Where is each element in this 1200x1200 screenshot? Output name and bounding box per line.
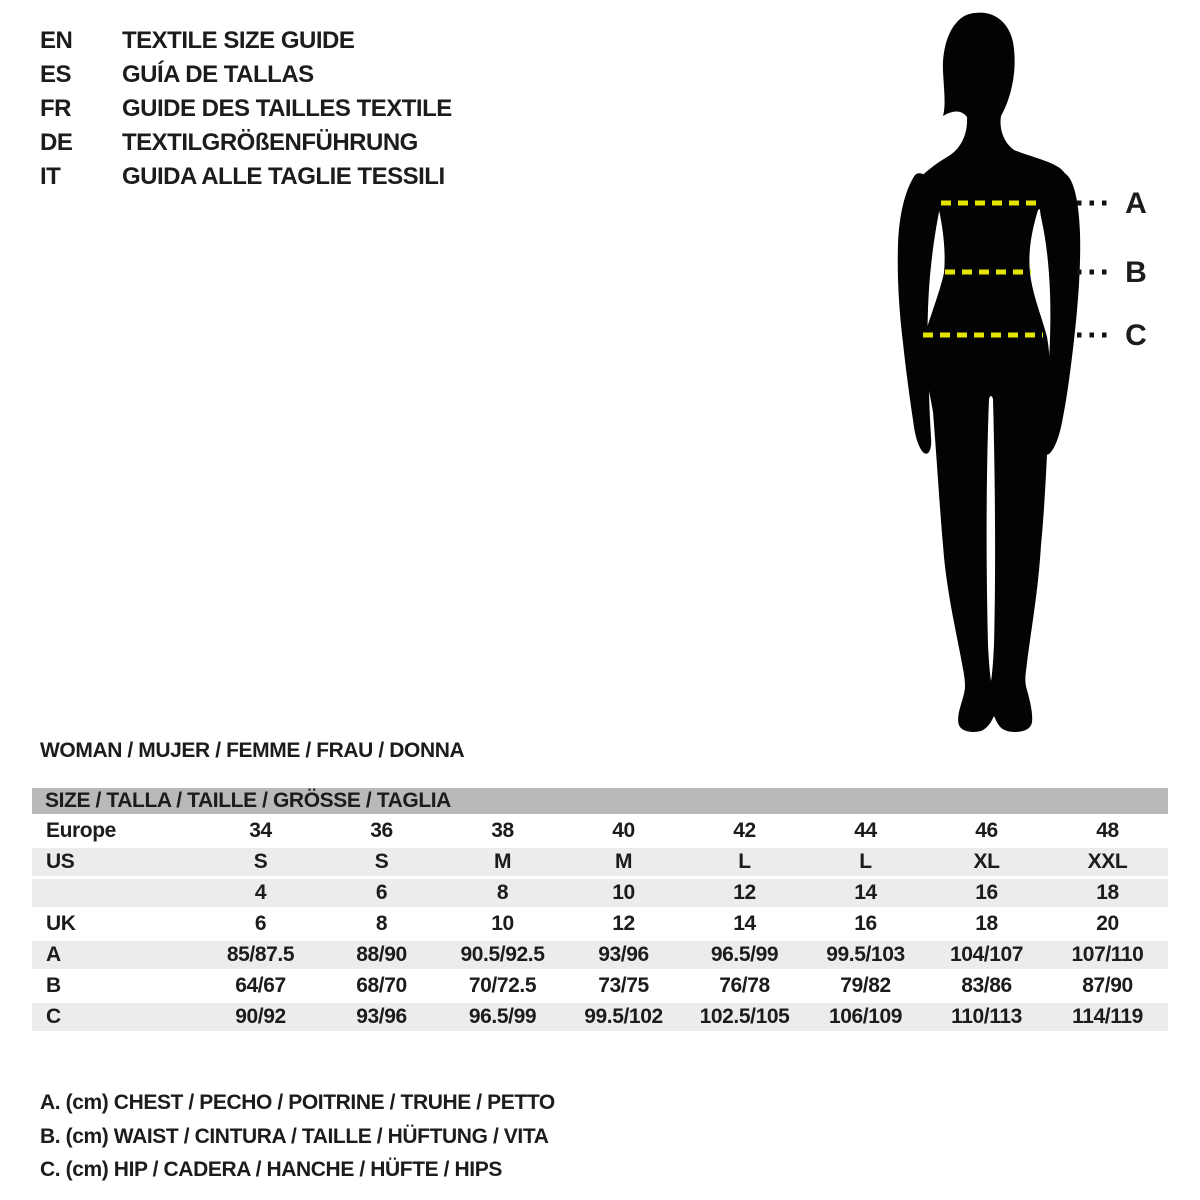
measurement-legend xyxy=(40,1086,555,1187)
marker-label-c: C xyxy=(1125,319,1147,352)
size-table-header: SIZE / TALLA / TAILLE / GRÖSSE / TAGLIA xyxy=(32,788,1168,814)
row-label xyxy=(32,879,200,907)
table-cell: M xyxy=(614,850,633,873)
table-cell: 90/92 xyxy=(235,1005,286,1028)
language-code: DE xyxy=(40,129,73,156)
language-row xyxy=(40,24,452,58)
table-cell: 16 xyxy=(975,881,998,904)
table-row xyxy=(32,848,1168,876)
table-cell: 99.5/102 xyxy=(584,1005,663,1028)
table-cell: 99.5/103 xyxy=(826,943,905,966)
table-row xyxy=(32,1003,1168,1031)
language-title: GUIDA ALLE TAGLIE TESSILI xyxy=(122,163,445,190)
table-cell: S xyxy=(374,850,389,873)
table-cell: 40 xyxy=(612,819,635,842)
table-cell: 48 xyxy=(1096,819,1119,842)
language-code: EN xyxy=(40,27,73,54)
language-title: TEXTILE SIZE GUIDE xyxy=(122,27,355,54)
table-row xyxy=(32,879,1168,907)
table-cell: S xyxy=(253,850,268,873)
table-cell: 8 xyxy=(496,881,509,904)
row-label: Europe xyxy=(46,819,116,842)
table-cell: 104/107 xyxy=(949,943,1024,966)
table-cell: 20 xyxy=(1096,912,1119,935)
table-cell: XXL xyxy=(1087,850,1128,873)
language-code: FR xyxy=(40,95,71,122)
marker-label-a: A xyxy=(1125,187,1147,220)
table-cell: 110/113 xyxy=(951,1005,1022,1028)
table-cell: 70/72.5 xyxy=(468,974,537,997)
table-cell: 36 xyxy=(370,819,393,842)
table-cell: 14 xyxy=(854,881,877,904)
woman-silhouette xyxy=(853,5,1153,740)
language-row xyxy=(40,126,452,160)
table-cell: L xyxy=(738,850,751,873)
table-cell: 85/87.5 xyxy=(226,943,295,966)
table-cell: 10 xyxy=(491,912,514,935)
table-cell: L xyxy=(859,850,872,873)
table-cell: 90.5/92.5 xyxy=(460,943,545,966)
table-cell: 96.5/99 xyxy=(468,1005,537,1028)
table-cell: 38 xyxy=(491,819,514,842)
size-table xyxy=(32,788,1168,1034)
table-cell: 6 xyxy=(375,881,388,904)
table-cell: 42 xyxy=(733,819,756,842)
legend-line: C. (cm) HIP / CADERA / HANCHE / HÜFTE / HIPS xyxy=(40,1158,502,1182)
table-cell: 87/90 xyxy=(1082,974,1133,997)
row-label: UK xyxy=(46,912,76,935)
table-cell: M xyxy=(493,850,512,873)
silhouette-right-arm xyxy=(1040,173,1080,455)
table-cell: 68/70 xyxy=(356,974,407,997)
table-row xyxy=(32,817,1168,845)
table-cell: 107/110 xyxy=(1071,943,1144,966)
row-label: US xyxy=(46,850,75,873)
table-row xyxy=(32,910,1168,938)
legend-line: A. (cm) CHEST / PECHO / POITRINE / TRUHE / PETTO xyxy=(40,1091,555,1114)
table-cell: 93/96 xyxy=(598,943,649,966)
language-title-block xyxy=(40,24,452,194)
language-title: TEXTILGRÖßENFÜHRUNG xyxy=(122,129,418,156)
table-cell: XL xyxy=(973,850,1000,873)
row-label: C xyxy=(46,1005,61,1028)
table-cell: 6 xyxy=(254,912,267,935)
table-cell: 93/96 xyxy=(356,1005,407,1028)
table-cell: 18 xyxy=(1096,881,1119,904)
table-cell: 12 xyxy=(612,912,635,935)
legend-line: B. (cm) WAIST / CINTURA / TAILLE / HÜFTUNG / VITA xyxy=(40,1124,549,1148)
table-cell: 18 xyxy=(975,912,998,935)
leg-gap xyxy=(987,396,995,681)
table-cell: 88/90 xyxy=(356,943,407,966)
row-label: A xyxy=(46,943,61,966)
table-cell: 10 xyxy=(612,881,635,904)
table-cell: 8 xyxy=(375,912,388,935)
language-title: GUÍA DE TALLAS xyxy=(122,61,314,88)
table-cell: 102.5/105 xyxy=(699,1005,790,1028)
marker-label-b: B xyxy=(1125,256,1147,289)
table-cell: 4 xyxy=(254,881,267,904)
language-row xyxy=(40,160,452,194)
table-cell: 16 xyxy=(854,912,877,935)
table-cell: 83/86 xyxy=(961,974,1012,997)
table-cell: 79/82 xyxy=(840,974,891,997)
table-cell: 76/78 xyxy=(719,974,770,997)
language-code: ES xyxy=(40,61,72,88)
table-cell: 114/119 xyxy=(1072,1005,1143,1028)
table-cell: 34 xyxy=(249,819,272,842)
table-cell: 73/75 xyxy=(598,974,649,997)
language-title: GUIDE DES TAILLES TEXTILE xyxy=(122,95,452,122)
table-cell: 64/67 xyxy=(235,974,286,997)
table-row xyxy=(32,941,1168,969)
language-row xyxy=(40,92,452,126)
language-code: IT xyxy=(40,163,61,190)
table-row xyxy=(32,972,1168,1000)
language-row xyxy=(40,58,452,92)
table-cell: 12 xyxy=(733,881,756,904)
size-table-body xyxy=(32,817,1168,1031)
row-label: B xyxy=(46,974,61,997)
table-cell: 14 xyxy=(733,912,756,935)
table-cell: 44 xyxy=(854,819,877,842)
table-cell: 106/109 xyxy=(828,1005,903,1028)
figure-panel xyxy=(853,5,1153,740)
table-cell: 46 xyxy=(975,819,998,842)
table-cell: 96.5/99 xyxy=(710,943,779,966)
section-title-woman: WOMAN / MUJER / FEMME / FRAU / DONNA xyxy=(40,739,465,762)
